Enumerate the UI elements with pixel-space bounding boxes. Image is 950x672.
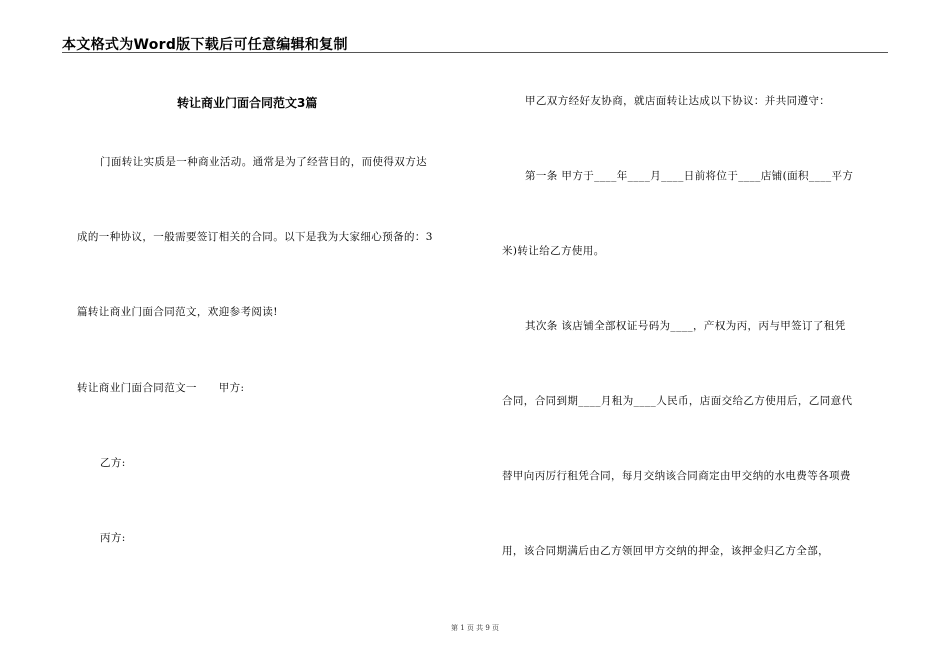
left-line-1: 门面转让实质是一种商业活动。通常是为了经营目的，而使得双方达 <box>100 156 427 168</box>
left-line-2: 成的一种协议，一般需要签订相关的合同。以下是我为大家细心预备的：3 <box>77 231 433 243</box>
left-line-4: 转让商业门面合同范文一 甲方: <box>77 382 245 394</box>
page-header <box>62 32 888 53</box>
left-line-5: 乙方: <box>100 457 126 469</box>
left-line-6: 丙方: <box>100 532 126 544</box>
right-line-7: 用，该合同期满后由乙方领回甲方交纳的押金，该押金归乙方全部， <box>502 545 829 557</box>
right-line-6: 替甲向丙厉行租凭合同，每月交纳该合同商定由甲交纳的水电费等各项费 <box>502 470 851 482</box>
right-line-5: 合同，合同到期____月租为____人民币，店面交给乙方使用后，乙同意代 <box>502 395 853 407</box>
right-line-3: 米)转让给乙方使用。 <box>502 245 605 257</box>
document-title: 转让商业门面合同范文3篇 <box>177 96 318 110</box>
left-line-3: 篇转让商业门面合同范文，欢迎参考阅读! <box>77 306 278 318</box>
page-footer: 第 1 页 共 9 页 <box>450 624 500 632</box>
header-text: 本文格式为Word版下载后可任意编辑和复制 <box>62 37 348 53</box>
right-line-2: 第一条 甲方于____年____月____日前将位于____店铺(面积____平方 <box>525 170 854 182</box>
right-line-4: 其次条 该店铺全部权证号码为____，产权为丙，丙与甲签订了租凭 <box>525 320 846 332</box>
right-line-1: 甲乙双方经好友协商，就店面转让达成以下协议：并共同遵守： <box>525 95 831 107</box>
